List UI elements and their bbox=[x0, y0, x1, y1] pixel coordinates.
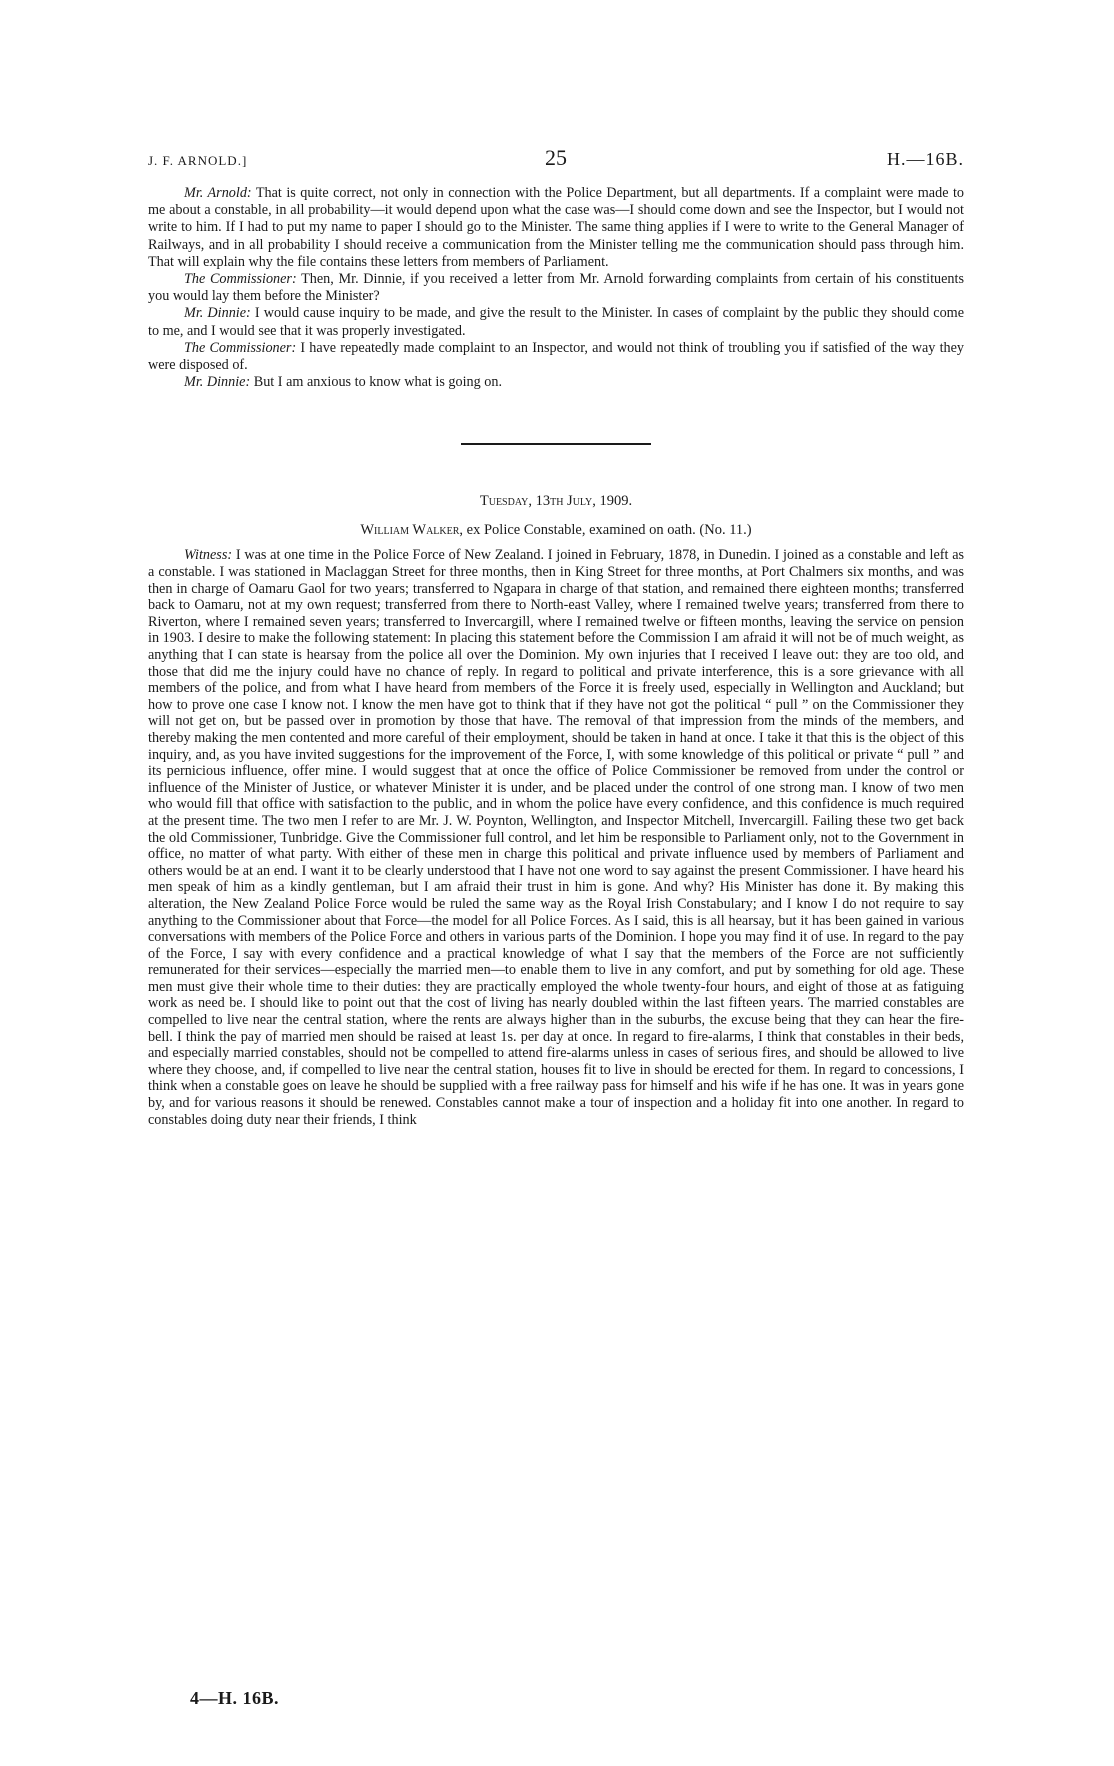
testimony-section-1 bbox=[148, 185, 964, 391]
paragraph bbox=[148, 374, 964, 391]
speaker: The Commissioner: bbox=[184, 271, 297, 288]
section-divider bbox=[461, 443, 651, 445]
paragraph-text: Then, Mr. Dinnie, if you received a letter from Mr. Arnold forwarding complaints from certain of his constituents you would lay them before the Minister? bbox=[148, 271, 964, 305]
paragraph bbox=[148, 547, 964, 1128]
speaker: Witness: bbox=[184, 547, 233, 564]
page-footer-signature: 4—H. 16B. bbox=[190, 1688, 280, 1708]
page-number: 25 bbox=[545, 145, 567, 170]
testimony-section-2 bbox=[148, 547, 964, 1128]
witness-heading bbox=[148, 522, 964, 539]
paragraph bbox=[148, 305, 964, 339]
document-reference: H.—16B. bbox=[886, 149, 964, 169]
witness-name: William Walker bbox=[360, 522, 460, 539]
paragraph-text: I was at one time in the Police Force of New Zealand. I joined in February, 1878, in Dunedin. I joined as a constable and left as a constable. I was stationed in Maclaggan Street for three months, then in King Street for three months, at Port Chalmers six months, and was then in charge of Oamaru Gaol for two years; transferred to Ngapara in charge of that station, and remained there eighteen months; transferred back to Oamaru, not at my own request; transferred from there to North-east Valley, where I remained twelve years; transferred from there to Riverton, where I remained seven years; transferred to Invercargill, where I remained twelve or fifteen months, leaving the service on pension in 1903. I desire to make the following statement: In placing this statement before the Commission I am afraid it will not be of much weight, as anything that I can state is hearsay from the police all over the Dominion. My own injuries that I received I leave out: they are too old, and those that did me the injury could have no chance of reply. In regard to political and private interference, this is a sore grievance with all members of the police, and from what I have heard from members of the Force it is freely used, especially in Wellington and Auckland; but how to prove one case I know not. I know the men have got to think that if they have not got the political “ pull ” on the Commissioner they will not get on, but be passed over in promotion by those that have. The removal of that impression from the minds of the members, and thereby making the men contented and more careful of their employment, should be taken in hand at once. I take it that this is the object of this inquiry, and, as you have invited suggestions for the improvement of the Force, I, with some knowledge of this political or private “ pull ” and its pernicious influence, offer mine. I would suggest that at once the office of Police Commissioner be removed from under the control or influence of the Minister of Justice, or whatever Minister it is under, and be placed under the control of one strong man. I know of two men who would fill that office with satisfaction to the public, and in whom the police have every confidence, and this confidence is much required at the present time. The two men I refer to are Mr. J. W. Poynton, Wellington, and Inspector Mitchell, Invercargill. Failing these two get back the old Commissioner, Tunbridge. Give the Commissioner full control, and let him be responsible to Parliament only, not to the Government in office, no matter of what party. With either of these men in charge this political and private influence used by members of Parliament and others would be at an end. I want it to be clearly understood that I have not one word to say against the present Commissioner. I have heard his men speak of him as a kindly gentleman, but I am afraid their trust in him is gone. And why? His Minister has done it. By making this alteration, the New Zealand Police Force would be ruled the same way as the Royal Irish Constabulary; and I know I do not require to say anything to the Commissioner about that Force—the model for all Police Forces. As I said, this is all hearsay, but it has been gained in various conversations with members of the Police Force and others in various parts of the Dominion. I hope you may find it of use. In regard to the pay of the Force, I say with every confidence and a practical knowledge of what I say that the members of the Force are not sufficiently remunerated for their services—especially the married men—to enable them to live in any comfort, and put by something for old age. These men must give their whole time to their duties: they are practically employed the whole twenty-four hours, and eight of those at as fatiguing work as need be. I should like to point out that the cost of living has nearly doubled within the last fifteen years. The married constables are compelled to live near the central station, where the rents are always higher than in the suburbs, the excuse being that they can hear the fire-bell. I think the pay of married men should be raised at least 1s. per day at once. In regard to fire-alarms, I think that constables in their beds, and especially married constables, should not be compelled to attend fire-alarms unless in cases of serious fires, and should be allowed to live where they choose, and, if compelled to live near the central station, houses fit to live in should be erected for them. In regard to concessions, I think when a constable goes on leave he should be supplied with a free railway pass for himself and his wife if he has one. It was in years gone by, and for various reasons it should be renewed. Constables cannot make a tour of inspection and a holiday fit into one another. In regard to constables doing duty near their friends, I think bbox=[148, 547, 965, 1128]
paragraph bbox=[148, 340, 964, 374]
header-witness-name: J. F. ARNOLD.] bbox=[148, 153, 248, 168]
paragraph-text: That is quite correct, not only in connection with the Police Department, but all departments. If a complaint were made to me about a constable, in all probability—it would depend upon what the case was—I should come down and see the Inspector, but I would not write to him. If I had to put my name to paper I should go to the Minister. The same thing applies if I were to write to the General Manager of Railways, and in all probability I should receive a communication from the Minister telling me the communication should pass through him. That will explain why the file contains these letters from members of Parliament. bbox=[148, 185, 964, 270]
page-header bbox=[148, 145, 964, 185]
paragraph-text: I would cause inquiry to be made, and give the result to the Minister. In cases of complaint by the public they should come to me, and I would see that it was properly investigated. bbox=[148, 305, 964, 339]
paragraph bbox=[148, 271, 964, 305]
speaker: The Commissioner: bbox=[184, 339, 297, 356]
session-date: Tuesday, 13th July, 1909. bbox=[479, 493, 633, 510]
paragraph-text: I have repeatedly made complaint to an Inspector, and would not think of troubling you if satisfied of the way they were disposed of. bbox=[148, 339, 965, 374]
speaker: Mr. Dinnie: bbox=[184, 305, 251, 322]
paragraph bbox=[148, 185, 964, 271]
speaker: Mr. Dinnie: bbox=[184, 374, 251, 391]
speaker: Mr. Arnold: bbox=[184, 185, 252, 201]
paragraph-text: But I am anxious to know what is going on. bbox=[253, 374, 503, 391]
witness-description: , ex Police Constable, examined on oath. (No. 11.) bbox=[459, 522, 752, 539]
